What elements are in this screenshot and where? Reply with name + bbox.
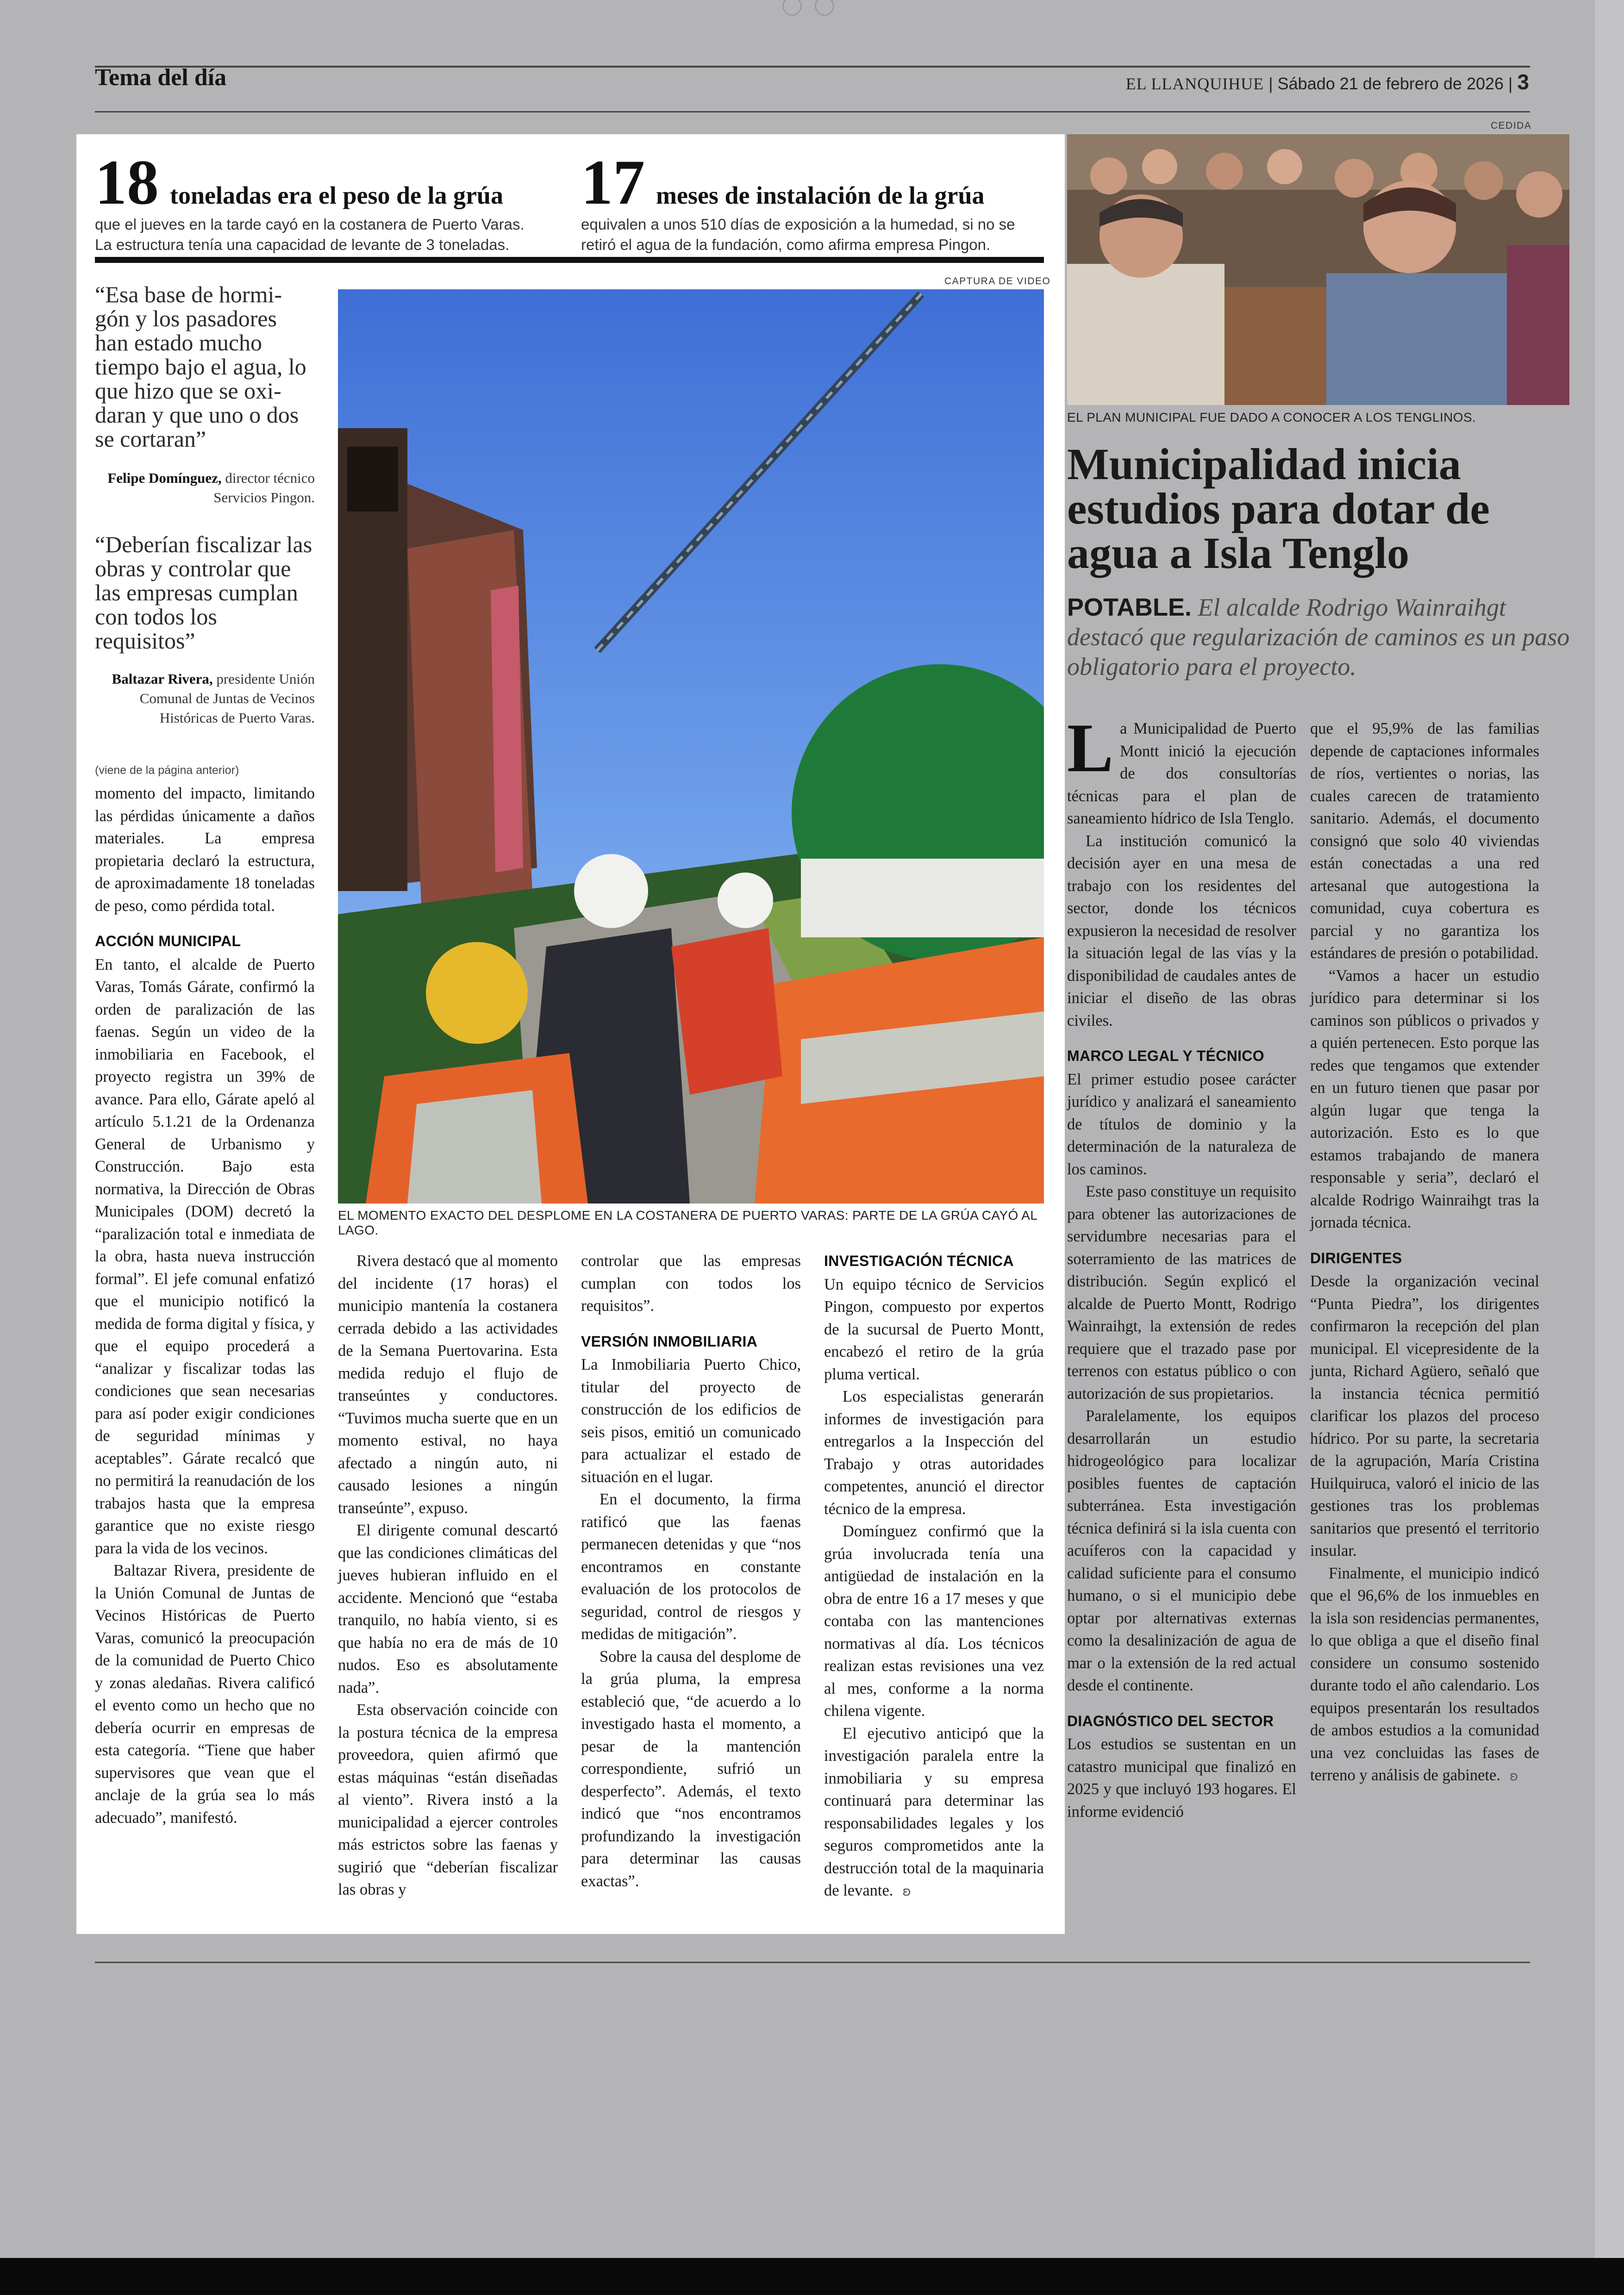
paragraph: Baltazar Rivera, presidente de la Unión Comunal de Juntas de Vecinos Históricas de Puerto Varas, comunicó la preocupación de la comunidad de Puerto Chico y zonas aledañas. Rivera calificó el evento como un hecho que no debería ocurrir en empresas de esta categoría. “Tiene que haber supervisores que vean que el anclaje de la grúa sea lo más adecuado”, manifestó. xyxy=(95,1562,315,1827)
right-article-headline: Municipalidad inicia estudios para dotar de agua a Isla Tenglo xyxy=(1067,439,1490,578)
subheading: DIAGNÓSTICO DEL SECTOR xyxy=(1067,1712,1274,1729)
page-number: 3 xyxy=(1517,70,1529,94)
fact-box-months xyxy=(581,147,1058,255)
issue-date: | Sábado 21 de febrero de 2026 | xyxy=(1264,74,1518,93)
community-meeting-photo xyxy=(1067,134,1569,405)
right-article-column-2 xyxy=(1310,717,1539,1788)
pull-quote: “Esa base de hormi-gón y los pasadores han estado mucho tiempo bajo el agua, lo que hizo que se oxi-daran y que uno o dos se cortaran” xyxy=(95,281,306,452)
header-top-rule xyxy=(95,66,1530,68)
fact-number: 18 xyxy=(95,147,159,218)
left-article-column-2 xyxy=(338,1250,558,1901)
fact-line: equivalen a unos 510 días de exposición a la humedad, si no se xyxy=(581,216,1015,233)
fact-text xyxy=(581,214,1058,255)
fact-divider-rule xyxy=(95,257,1044,263)
paragraph: controlar que las empresas cumplan con todos los requisitos”. xyxy=(581,1252,801,1315)
quote-author: Felipe Domínguez, xyxy=(107,470,222,486)
meeting-photo-illustration xyxy=(1067,134,1569,405)
deck-kicker: POTABLE. xyxy=(1067,593,1192,621)
paragraph: Paralelamente, los equipos desarrollarán un estudio hidrogeológico para localizar posibles fuentes de captación subterránea. Esta investigación técnica definirá si la isla cuenta con acuíferos con la capacidad y calidad suficiente para el consumo humano, o si el municipio debe optar por alternativas externas como la desalinización de agua de mar o la extensión de la red actual desde el continente. xyxy=(1067,1407,1296,1694)
subheading: ACCIÓN MUNICIPAL xyxy=(95,933,241,949)
paragraph: La institución comunicó la decisión ayer en una mesa de trabajo con los residentes del sector, donde los técnicos expusieron la necesidad de resolver la situación legal de las vías y la disponibilidad de caudales antes de iniciar el diseño de las obras civiles. xyxy=(1067,832,1296,1029)
fact-headline: toneladas era el peso de la grúa xyxy=(170,181,503,209)
paragraph: Rivera destacó que al momento del incidente (17 horas) el municipio mantenía la costanera cerrada debido a las actividades de la Semana Puertovarina. Esta medida redujo el flujo de transeúntes y conductores. “Tuvimos mucha suerte que en un momento estival, no haya afectado a ningún auto, ni causado lesiones a ningún transeúnte”, expuso. xyxy=(338,1252,558,1517)
drop-cap: L xyxy=(1067,710,1114,786)
masthead xyxy=(1126,69,1529,94)
paragraph: Un equipo técnico de Servicios Pingon, compuesto por expertos de la sucursal de Puerto Montt, encabezó el retiro de la grúa pluma vertical. xyxy=(824,1275,1044,1383)
paragraph: Sobre la causa del desplome de la grúa pluma, la empresa estableció que, “de acuerdo a lo investigado hasta el momento, a pesar de la mantención correspondiente, sufrió un desperfecto”. Además, el texto indicó que “nos encontramos profundizando la investigación para determinar las causas exactas”. xyxy=(581,1647,801,1890)
fact-line: La estructura tenía una capacidad de levante de 3 toneladas. xyxy=(95,236,510,253)
paragraph-text: Finalmente, el municipio indicó que el 96,6% de los inmuebles en la isla son residencias permanentes, lo que obliga a que el diseño final considere un consumo sostenido durante todo el año calendario. Los equipos presentarán los resultados de ambos estudios a la comunidad una vez concluidas las fases de terreno y análisis de gabinete. xyxy=(1310,1564,1539,1784)
crane-collapse-photo xyxy=(338,289,1044,1204)
paragraph: Este paso constituye un requisito para obtener las autorizaciones de servidumbre necesarias para el soterramiento de las matrices de distribución. Según explicó el alcalde de Puerto Montt, Rodrigo Wainraihgt, la extensión de redes requiere que el trazado pase por terrenos con estatus público o con autorización de sus propietarios. xyxy=(1067,1183,1296,1403)
left-article-column-4 xyxy=(824,1250,1044,1903)
end-of-article-icon: ʚ xyxy=(902,1883,912,1899)
next-page-dot[interactable] xyxy=(815,0,834,16)
subheading: DIRIGENTES xyxy=(1310,1249,1402,1266)
quote-block-2 xyxy=(95,532,315,728)
quote-role: presidente Unión Comunal de Juntas de Vecinos Históricas de Puerto Varas. xyxy=(139,671,315,726)
scrollbar-track[interactable] xyxy=(1595,0,1624,2258)
continued-note: (viene de la página anterior) xyxy=(95,764,239,777)
paragraph-text: El ejecutivo anticipó que la investigación paralela entre la inmobiliaria y su empresa continuará para determinar las responsabilidades legales y los seguros comprometidos ante la destrucción total de la maquinaria de levante. xyxy=(824,1724,1044,1899)
paragraph: El primer estudio posee carácter jurídico y analizará el saneamiento de títulos de dominio y la determinación de la naturaleza de los caminos. xyxy=(1067,1070,1296,1178)
end-of-article-icon: ʚ xyxy=(1509,1768,1518,1784)
paragraph: En tanto, el alcalde de Puerto Varas, Tomás Gárate, confirmó la orden de paralización de las faenas. Según un video de la inmobiliaria en Facebook, el proyecto registra un 39% de avance. Para ello, Gárate apeló al artículo 5.1.21 de la Ordenanza General de Urbanismo y Construcción. Bajo esta normativa, la Dirección de Obras Municipales (DOM) decretó la “paralización total e inmediata de la obra, hasta nueva instrucción formal”. El jefe comunal enfatizó que el municipio notificó la medida de forma digital y física, y que el equipo procederá a “analizar y fiscalizar todas las condiciones que sean necesarias para así poder exigir condiciones de seguridad mínimas y aceptables”. Gárate recalcó que no permitirá la reanudación de los trabajos hasta que la empresa garantice que no existe riesgo para la vida de los vecinos. xyxy=(95,955,315,1557)
subheading: MARCO LEGAL Y TÉCNICO xyxy=(1067,1048,1264,1064)
left-article-column-1 xyxy=(95,782,315,1829)
newspaper-name: EL LLANQUIHUE xyxy=(1125,75,1264,93)
paragraph xyxy=(824,1722,1044,1903)
right-article-column-1 xyxy=(1067,710,1296,1823)
side-photo-caption: EL PLAN MUNICIPAL FUE DADO A CONOCER A LOS TENGLINOS. xyxy=(1067,410,1476,424)
quote-attribution xyxy=(95,468,315,507)
right-article-deck xyxy=(1067,592,1576,681)
left-article-column-3 xyxy=(581,1250,801,1892)
quote-author: Baltazar Rivera, xyxy=(112,671,213,687)
paragraph xyxy=(1067,710,1296,830)
paragraph: “Vamos a hacer un estudio jurídico para determinar si los caminos son públicos o privados y a quién pertenecen. Esto porque las redes que tengamos que extender en un futuro tienen que pasar por algún lugar que tenga la autorización. Esto es lo que estamos trabajando de manera responsable y seria”, declaró el alcalde Rodrigo Wainraihgt tras la jornada técnica. xyxy=(1310,967,1539,1231)
photo-credit: CAPTURA DE VIDEO xyxy=(944,276,1051,287)
paragraph xyxy=(1310,1562,1539,1788)
crane-photo-illustration xyxy=(338,289,1044,1204)
paragraph: En el documento, la firma ratificó que las faenas permanecen detenidas y que “nos encontramos en constante evaluación de los protocolos de seguridad, control de riesgos y medidas de mitigación”. xyxy=(581,1491,801,1643)
paragraph: Desde la organización vecinal “Punta Piedra”, los dirigentes confirmaron la recepción del plan municipal. El vicepresidente de la junta, Richard Agüero, señaló que la instancia técnica permitió clarificar los plazos del proceso hídrico. Por su parte, la secretaria de la agrupación, María Cristina Huilquiruca, valoró el inicio de las gestiones tras los problemas sanitarios que presentó el territorio insular. xyxy=(1310,1272,1539,1559)
fact-headline: meses de instalación de la grúa xyxy=(656,181,985,209)
quote-attribution xyxy=(95,669,315,728)
prev-page-dot[interactable] xyxy=(782,0,802,16)
fact-line: que el jueves en la tarde cayó en la costanera de Puerto Varas. xyxy=(95,216,525,233)
section-label: Tema del día xyxy=(95,64,227,91)
paragraph: La Inmobiliaria Puerto Chico, titular del proyecto de construcción de los edificios de seis pisos, emitió un comunicado para actualizar el estado de situación en el lugar. xyxy=(581,1356,801,1486)
page-nav-dots[interactable] xyxy=(782,0,843,14)
fact-text xyxy=(95,214,558,255)
paragraph: El dirigente comunal descartó que las condiciones climáticas del jueves hubieran influido en el accidente. Mencionó que “estaba tranquilo, no había viento, si es que había no era de más de 10 nudos. Eso es absolutamente nada”. xyxy=(338,1522,558,1696)
quote-block-1 xyxy=(95,282,315,507)
subheading: INVESTIGACIÓN TÉCNICA xyxy=(824,1253,1014,1269)
paragraph: Domínguez confirmó que la grúa involucrada tenía una antigüedad de instalación en la obra de entre 16 a 17 meses y que contaba con las mantenciones normativas al día. Los técnicos realizan estas revisiones una vez al mes, conforme a la norma chilena vigente. xyxy=(824,1522,1044,1720)
paragraph: Los especialistas generarán informes de investigación para entregarlos a la Inspección del Trabajo y otras autoridades competentes, anunció el director técnico de la empresa. xyxy=(824,1388,1044,1518)
footer-rule xyxy=(95,1962,1530,1963)
subheading: VERSIÓN INMOBILIARIA xyxy=(581,1333,758,1350)
paragraph-text: a Municipalidad de Puerto Montt inició la ejecución de dos consultorías técnicas para el plan de saneamiento hídrico de Isla Tenglo. xyxy=(1067,720,1296,827)
paragraph: que el 95,9% de las familias depende de captaciones informales de ríos, vertientes o norias, las cuales carecen de tratamiento sanitario. Además, el documento consignó que solo 40 viviendas están conectadas a una red artesanal que autogestiona la comunidad, cuya cobertura es parcial y no garantiza los estándares de presión o potabilidad. xyxy=(1310,720,1539,962)
quote-role: director técnico Servicios Pingon. xyxy=(213,470,315,505)
fact-number: 17 xyxy=(581,147,645,218)
fact-line: retiró el agua de la fundación, como afirma empresa Pingon. xyxy=(581,236,991,253)
paragraph: Esta observación coincide con la postura técnica de la empresa proveedora, quien afirmó que estas máquinas “están diseñadas al viento”. Rivera instó a la municipalidad a ejercer controles más estrictos sobre las faenas y sugirió que “deberían fiscalizar las obras y xyxy=(338,1701,558,1898)
paragraph: momento del impacto, limitando las pérdidas únicamente a daños materiales. La empresa propietaria declaró la estructura, de aproximadamente 18 toneladas de peso, como pérdida total. xyxy=(95,785,315,915)
main-photo-caption: EL MOMENTO EXACTO DEL DESPLOME EN LA COSTANERA DE PUERTO VARAS: PARTE DE LA GRÚA CAYÓ AL LAGO. xyxy=(338,1208,1037,1237)
pull-quote: “Deberían fiscalizar las obras y controlar que las empresas cumplan con todos los requisitos” xyxy=(95,531,312,654)
paragraph: Los estudios se sustentan en un catastro municipal que finalizó en 2025 y que incluyó 193 hogares. El informe evidenció xyxy=(1067,1735,1296,1821)
header-bottom-rule xyxy=(95,111,1530,112)
viewer-bottom-bar xyxy=(0,2258,1624,2295)
fact-box-weight xyxy=(95,147,558,255)
deck-text: El alcalde Rodrigo Wainraihgt destacó que regularización de caminos es un paso obligatorio para el proyecto. xyxy=(1067,593,1570,680)
photo-credit: CEDIDA xyxy=(1491,120,1532,131)
